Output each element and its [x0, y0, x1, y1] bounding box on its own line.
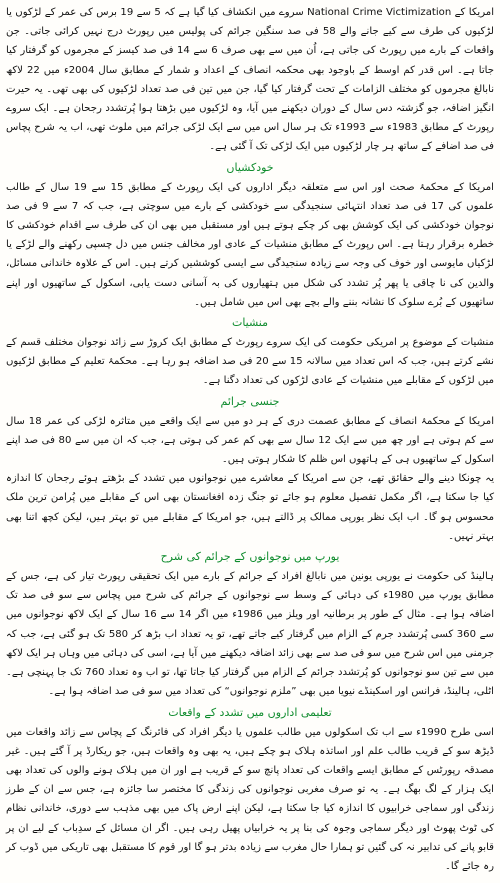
school-violence-paragraph: اسی طرح 1990ء سے اب تک اسکولوں میں طالب علموں یا دیگر افراد کی فائرنگ کے پچاس سے زائد واقعات میں ڈیڑھ سو کے قریب طالب علم اور اساتذہ ہلاک ہو چکے ہیں، یہ بھی وہ واقعات ہیں، جو ریکارڈ پر آ گئے ہیں۔ غیر مصدقہ رپورٹس کے مطابق ایسے واقعات کی تعداد پانچ سو کے قریب ہے اور ان میں ہلاک ہونے والوں کی تعداد بھی ایک ہزار کے لگ بھگ ہے۔ یہ تو صرف مغربی نوجوانوں کی زندگی کا مختصر سا جائزہ ہے، جس سے ان کے طرز زندگی اور سماجی خرابیوں کا اندازہ کیا جا سکتا ہے، لیکن اپنے ارض پاک میں بھی مذہب سے دوری، خاندانی نظام کی ٹوٹ پھوٹ اور دیگر سماجی وجوہ کی بنا پر یہ خرابیاں پھیل رہی ہیں۔ اگر ان مسائل کے سدِباب کے لیے ان پر قابو پانے کی تدابیر نہ کی گئیں تو ہمارا حال مغرب سے زیادہ بدتر ہو گا اور قوم کا مستقبل بھی تاریکی میں ڈوب کر رہ جائے گا۔ — [6, 726, 494, 872]
sexual-crimes-paragraph-2: یہ چونکا دینے والے حقائق تھے، جن سے امریکا کے معاشرے میں نوجوانوں میں تشدد کے بڑھتے ہوئے رجحان کا اندازہ کیا جا سکتا ہے، اگر مکمل تفصیل معلوم ہو جائے تو جنگ زدہ افغانستان بھی اس کے مقابلے میں پُرامن ترین ملک محسوس ہو گا۔ اب ایک نظر یورپی ممالک پر ڈالتے ہیں، جو امریکا کے مقابلے میں تو بہتر ہیں، لیکن کچھ اتنا بھی بہتر نہیں۔ — [6, 473, 494, 542]
sexual-crimes-paragraph: امریکا کے محکمۂ انصاف کے مطابق عصمت دری کے ہر دو میں سے ایک واقعے میں متاثرہ لڑکی کی عمر 18 سال سے کم ہوتی ہے اور چھ میں سے ایک 12 سال سے بھی کم عمر کی ہوتی ہے، جب کہ ان میں سے 80 فی صد اپنے اسکول کے ساتھیوں ہی کے ہاتھوں اس ظلم کا شکار ہوتی ہیں۔ — [6, 415, 494, 466]
section-heading-school-violence: تعلیمی اداروں میں تشدد کے واقعات — [168, 705, 332, 719]
section-heading-europe-youth-crime: یورپ میں نوجوانوں کے جرائم کی شرح — [160, 550, 340, 564]
section-heading-suicides: خودکشیاں — [226, 160, 274, 174]
drugs-paragraph: منشیات کے موضوع پر امریکی حکومت کی ایک سروے رپورٹ کے مطابق ایک کروڑ سے زائد نوجوان مختلف قسم کے نشے کرتے ہیں، جب کہ اس تعداد میں سالانہ 15 سے 20 فی صد اضافہ ہو رہا ہے۔ محکمۂ تعلیم کے مطابق لڑکیوں میں لڑکوں کے مقابلے میں منشیات کے عادی لڑکوں کی تعداد دگنا ہے۔ — [6, 337, 494, 387]
suicides-paragraph: امریکا کے محکمۂ صحت اور اس سے متعلقہ دیگر اداروں کی ایک رپورٹ کے مطابق 15 سے 19 سال کے طالب علموں کی 17 فی صد تعداد انتہائی سنجیدگی سے خودکشی کے بارے میں سوچتی ہے، جب کہ 7 سے 9 فی صد نوجوان خودکشی کی ایک کوشش بھی کر چکے ہوتے ہیں اور مستقبل میں بھی ان کی طرف سے اقدام خودکشی کا خطرہ برقرار رہتا ہے۔ اس رپورٹ کے مطابق منشیات کے عادی اور مخالف جنس میں دل چسپی رکھنے والے لڑکے یا لڑکیاں مایوسی اور خوف کی وجہ سے زیادہ سنجیدگی سے ایسی کوششیں کرتے ہیں۔ اس کے علاوہ خاندانی مسائل، والدین کی نا چاقی یا پھر پُر تشدد کی شکل میں ہتھیاروں کی بہ آسانی دست یابی، اسکول کے ساتھیوں اور اپنے ساتھیوں کے بُرے سلوک کا نشانہ بننے والے بچے بھی اس میں شامل ہیں۔ — [6, 181, 494, 308]
intro-paragraph: امریکا کے National Crime Victimization سروے میں انکشاف کیا گیا ہے کہ 5 سے 19 برس کی عمر کے لڑکوں یا لڑکیوں کی طرف سے کیے جانے والے 58 فی صد سنگین جرائم کی پولیس میں رپورٹ درج نہیں کرائی جاتی۔ جن واقعات کے بارے میں رپورٹ کی جاتی ہے، اُن میں سے بھی صرف 6 سے 14 فی صد کیسز کے مجرموں کو گرفتار کیا جاتا ہے۔ اس قدر کم اوسط کے باوجود بھی محکمہ انصاف کے اعداد و شمار کے مطابق سال 2004ء میں 22 لاکھ نابالغ مجرموں کو مختلف الزامات کے تحت گرفتار کیا گیا، جن میں تین فی صد تعداد لڑکیوں کی بھی تھی۔ یہ حیرت انگیز اضافہ، جو گزشتہ دس سال کے دوران دیکھنے میں آیا، وہ لڑکیوں میں بڑھتا ہوا پُرتشدد رجحان ہے۔ ایک سروے رپورٹ کے مطابق 1983ء سے 1993ء تک ہر سال اس میں سے ایک لڑکی جرائم میں ملوث تھی، اب یہ شرح پچاس فی صد اضافے کے ساتھ ہر چار لڑکیوں میں ایک لڑکی تک آ گئی ہے۔ — [6, 7, 494, 153]
section-heading-drugs: منشیات — [231, 316, 269, 330]
section-heading-sexual-crimes: جنسی جرائم — [220, 394, 280, 408]
europe-youth-crime-paragraph: ہالینڈ کی حکومت نے یورپی یونین میں نابالغ افراد کے جرائم کے بارے میں ایک تحقیقی رپورٹ تیار کی ہے، جس کے مطابق یورپ میں 1980ء کی دہائی کے وسط سے نوجوانوں کے جرائم کی شرح میں پچاس سے سو فی صد تک اضافہ ہوا ہے۔ مثال کے طور پر برطانیہ اور ویلز میں 1986ء میں اگر 14 سے 16 سال کے ایک لاکھ نوجوانوں میں سے 360 کسی پُرتشدد جرم کے الزام میں گرفتار کیے جاتے تھے، تو یہ تعداد اب بڑھ کر 580 تک ہو گئی ہے، جب کہ جرمنی میں اس شرح میں سو فی صد سے بھی زائد اضافہ دیکھنے میں آیا ہے، اسی کی دہائی میں وہاں ہر ایک لاکھ میں سے تین سو نوجوانوں کو پُرتشدد جرائم کے الزام میں گرفتار کیا جاتا تھا، تو اب وہ تعداد 760 تک جا پہنچی ہے۔ اٹلی، ہالینڈ، فرانس اور اسکینڈے نیویا میں بھی ”ملزم نوجوانوں“ کی تعداد میں سو فی صد اضافہ ہوا ہے۔ — [6, 571, 495, 698]
